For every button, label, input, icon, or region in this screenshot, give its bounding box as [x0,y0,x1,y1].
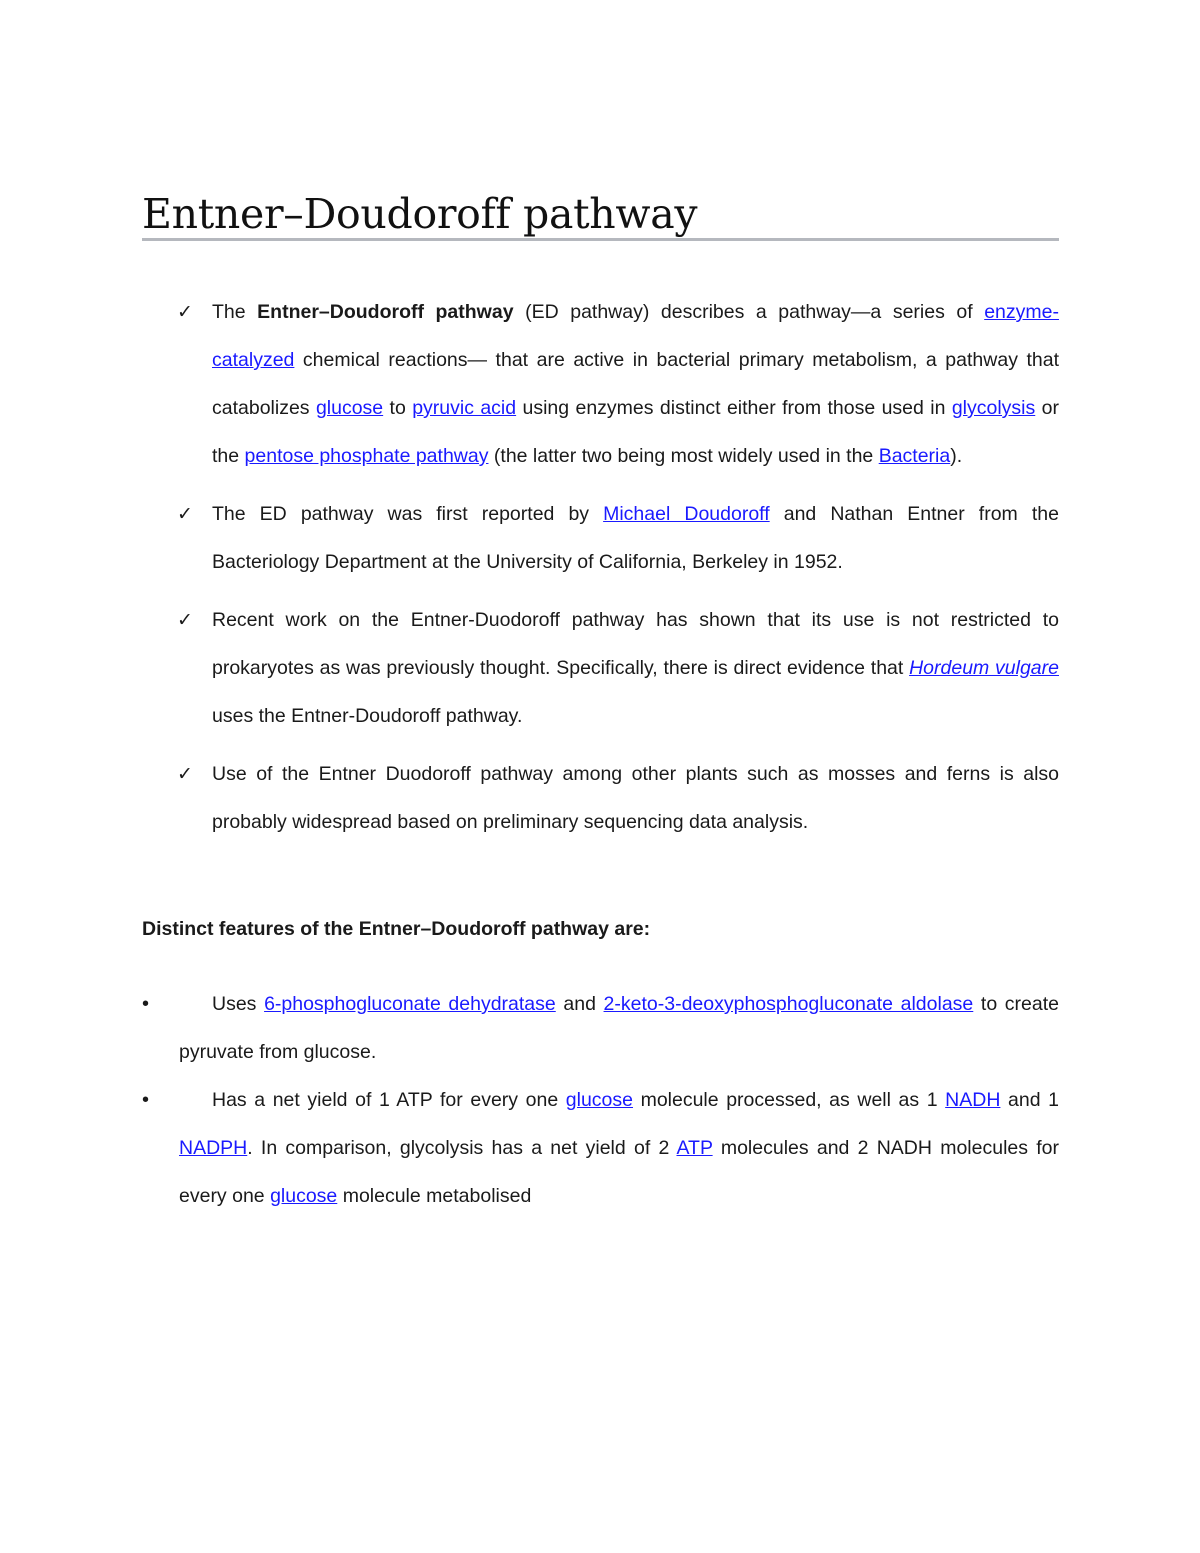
text-run: Uses [212,993,265,1015]
link-pyruvic-acid[interactable]: pyruvic acid [412,397,517,419]
title-underline-divider [142,238,1059,241]
feature-item-net-yield [142,1076,1059,1220]
checkmark-icon: ✓ [177,301,193,323]
text-run: molecule processed, as well as 1 [632,1089,946,1111]
link-6-phosphogluconate-dehydratase[interactable]: 6-phosphogluconate dehydratase [264,993,556,1015]
link-glucose[interactable]: glucose [565,1089,633,1111]
text-run: Has a net yield of 1 ATP for every one [212,1089,566,1111]
link-nadph[interactable]: NADPH [179,1137,248,1159]
text-run: chemical reactions— that are active in bacterial primary metabolism, a pathway that catabolizes [212,349,1059,419]
link-glucose[interactable]: glucose [315,397,384,419]
checklist-item-history [142,490,1059,586]
checkmark-icon: ✓ [177,503,193,525]
features-bullet-list [142,980,1059,1220]
link-bacteria[interactable]: Bacteria [878,445,951,467]
link-kdpg-aldolase[interactable]: 2-keto-3-deoxyphosphogluconate aldolase [603,993,974,1015]
link-glucose[interactable]: glucose [270,1185,338,1207]
bold-term: Entner–Doudoroff pathway [257,301,514,323]
section-heading-distinct-features: Distinct features of the Entner–Doudoroff pathway are: [142,918,651,940]
link-pentose-phosphate-pathway[interactable]: pentose phosphate pathway [244,445,489,467]
text-run: The ED pathway was first reported by [212,503,604,525]
text-run: using enzymes distinct either from those used in [516,397,952,419]
checklist-item-plants [142,750,1059,846]
text-run: . In comparison, glycolysis has a net yield of 2 [247,1137,677,1159]
checkmark-icon: ✓ [177,609,193,631]
checklist-item-recent-work [142,596,1059,740]
text-run: and Nathan Entner from the Bacteriology Department at the University of California, Berkeley in 1952. [212,503,1059,573]
link-nadh[interactable]: NADH [945,1089,1001,1111]
text-run: molecule metabolised [337,1185,532,1207]
link-atp[interactable]: ATP [676,1137,713,1159]
text-run: or the [212,397,1059,467]
text-run: to create pyruvate from glucose. [179,993,1059,1063]
text-run: ). [950,445,963,467]
link-glycolysis[interactable]: glycolysis [951,397,1036,419]
page-title: Entner–Doudoroff pathway [142,190,698,238]
checklist [142,288,1059,856]
text-run: Recent work on the Entner-Duodoroff pathway has shown that its use is not restricted to prokaryotes as was previously thought. Specifically, there is direct evidence that [212,609,1059,679]
text-run: to [383,397,413,419]
text-run: molecules and 2 NADH molecules for every one [179,1137,1059,1207]
checklist-item-definition [142,288,1059,480]
checkmark-icon: ✓ [177,763,193,785]
text-run: (the latter two being most widely used in the [488,445,879,467]
text-run: and [555,993,604,1015]
bullet-icon: • [142,1089,150,1111]
text-run: Use of the Entner Duodoroff pathway among other plants such as mosses and ferns is also probably widespread based on preliminary sequencing data analysis. [212,763,1059,833]
text-run: The [212,301,258,323]
bullet-icon: • [142,993,150,1015]
link-michael-doudoroff[interactable]: Michael Doudoroff [603,503,770,525]
link-enzyme-catalyzed[interactable]: enzyme-catalyzed [212,301,1059,371]
link-hordeum-vulgare[interactable]: Hordeum vulgare [909,657,1059,679]
text-run: uses the Entner-Doudoroff pathway. [212,705,523,727]
feature-item-enzymes [142,980,1059,1076]
text-run: and 1 [1000,1089,1059,1111]
text-run: (ED pathway) describes a pathway—a series of [513,301,985,323]
